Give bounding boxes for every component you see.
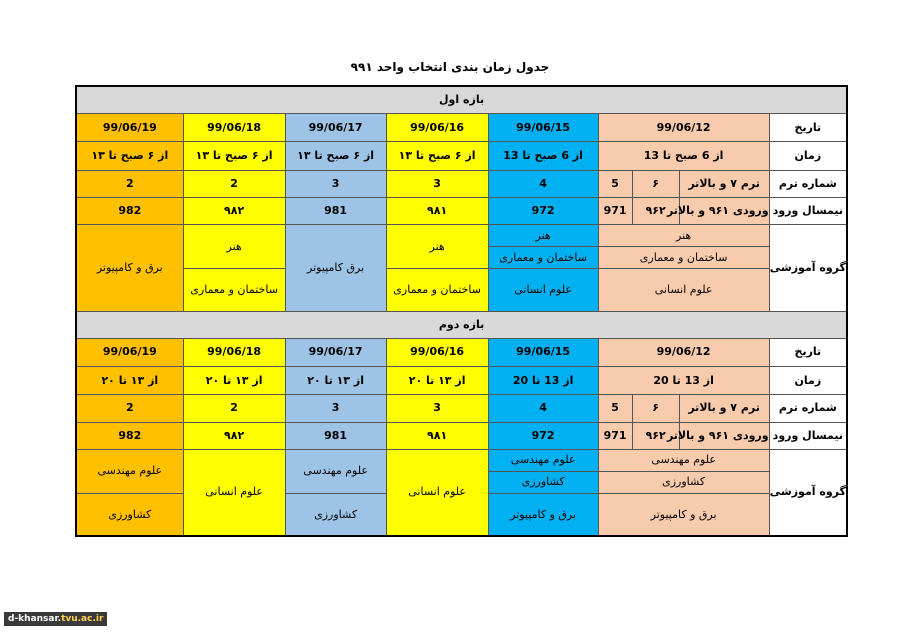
entry-cell: ۹۸۲ [183,197,285,224]
group-cell: علوم مهندسی [488,449,598,471]
row-label-time: زمان [769,142,847,170]
time-cell: از 13 تا 20 [488,367,598,395]
term-cell: 2 [76,170,183,197]
entry-cell: 972 [488,422,598,449]
row-label-date: تاریخ [769,114,847,142]
term-cell: ۶ [632,170,679,197]
watermark [4,612,107,626]
term-cell: 4 [488,170,598,197]
entry-cell: ۹۶۲ [632,422,679,449]
group-cell: علوم انسانی [488,269,598,311]
group-cell: کشاورزی [488,471,598,493]
time-cell: از ۶ صبح تا ۱۳ [386,142,488,170]
row-label-entry: نیمسال ورود [769,197,847,224]
time-row [76,142,847,170]
group-cell: علوم انسانی [183,449,285,536]
time-cell: از ۶ صبح تا ۱۳ [76,142,183,170]
term-cell: ترم ۷ و بالاتر [679,170,769,197]
date-row [76,338,847,366]
group-cell: ساختمان و معماری [386,269,488,311]
group-cell: ساختمان و معماری [488,247,598,269]
group-cell: ساختمان و معماری [183,269,285,311]
time-cell: از ۶ صبح تا ۱۳ [285,142,386,170]
group-cell: علوم مهندسی [76,449,183,493]
group-cell: هنر [488,225,598,247]
date-cell: 99/06/12 [598,114,769,142]
row-label-group: گروه آموزشی [769,225,847,312]
watermark-main: d-khansar. [8,614,62,624]
entry-cell: ۹۶۲ [632,197,679,224]
date-cell: 99/06/15 [488,114,598,142]
entry-row [76,197,847,224]
group-cell: کشاورزی [76,494,183,536]
time-cell: از 6 صبح تا 13 [598,142,769,170]
entry-cell: 971 [598,197,632,224]
group-row [76,269,847,311]
date-cell: 99/06/19 [76,338,183,366]
date-cell: 99/06/17 [285,338,386,366]
time-cell: از ۱۳ تا ۲۰ [183,367,285,395]
entry-cell: 972 [488,197,598,224]
row-label-term: شماره ترم [769,170,847,197]
date-cell: 99/06/12 [598,338,769,366]
watermark-tail: tvu.ac.ir [61,614,104,624]
group-cell: علوم مهندسی [285,449,386,493]
group-cell: هنر [386,225,488,269]
group-cell: برق و کامپیوتر [598,494,769,536]
group-cell: برق و کامپیوتر [488,494,598,536]
term-cell: 2 [183,395,285,422]
term-cell: 3 [386,170,488,197]
group-cell: کشاورزی [285,494,386,536]
group-cell: هنر [183,225,285,269]
row-label-term: شماره ترم [769,395,847,422]
term-cell: 3 [285,170,386,197]
term-cell: ۶ [632,395,679,422]
period-header-row [76,86,847,114]
term-cell: 2 [183,170,285,197]
group-row [76,449,847,471]
date-cell: 99/06/18 [183,114,285,142]
entry-cell: ۹۸۱ [386,197,488,224]
time-cell: از ۱۳ تا ۲۰ [285,367,386,395]
date-cell: 99/06/17 [285,114,386,142]
entry-cell: ورودی ۹۶۱ و بالاتر [679,422,769,449]
date-cell: 99/06/19 [76,114,183,142]
row-label-entry: نیمسال ورود [769,422,847,449]
group-cell: علوم مهندسی [598,449,769,471]
entry-cell: 971 [598,422,632,449]
time-cell: از ۱۳ تا ۲۰ [76,367,183,395]
schedule-table [75,85,848,537]
term-cell: ترم ۷ و بالاتر [679,395,769,422]
time-row [76,367,847,395]
entry-row [76,422,847,449]
entry-cell: 981 [285,422,386,449]
row-label-time: زمان [769,367,847,395]
page-title: جدول زمان بندی انتخاب واحد ۹۹۱ [350,60,550,74]
date-row [76,114,847,142]
group-cell: علوم انسانی [386,449,488,536]
date-cell: 99/06/18 [183,338,285,366]
date-cell: 99/06/15 [488,338,598,366]
entry-cell: ۹۸۱ [386,422,488,449]
time-cell: از ۶ صبح تا ۱۳ [183,142,285,170]
date-cell: 99/06/16 [386,114,488,142]
time-cell: از ۱۳ تا ۲۰ [386,367,488,395]
entry-cell: 981 [285,197,386,224]
term-row [76,395,847,422]
period-header: بازه اول [76,86,847,114]
period-header-row [76,311,847,338]
entry-cell: ورودی ۹۶۱ و بالاتر [679,197,769,224]
term-cell: 4 [488,395,598,422]
term-cell: 3 [386,395,488,422]
group-cell: هنر [598,225,769,247]
group-row [76,225,847,247]
entry-cell: 982 [76,422,183,449]
term-cell: 2 [76,395,183,422]
row-label-group: گروه آموزشی [769,449,847,536]
time-cell: از 6 صبح تا 13 [488,142,598,170]
time-cell: از 13 تا 20 [598,367,769,395]
entry-cell: 982 [76,197,183,224]
term-cell: 3 [285,395,386,422]
group-cell: کشاورزی [598,471,769,493]
term-row [76,170,847,197]
group-cell: علوم انسانی [598,269,769,311]
entry-cell: ۹۸۲ [183,422,285,449]
term-cell: 5 [598,170,632,197]
row-label-date: تاریخ [769,338,847,366]
group-cell: برق و کامپیوتر [76,225,183,312]
term-cell: 5 [598,395,632,422]
group-cell: برق کامپیوتر [285,225,386,312]
group-cell: ساختمان و معماری [598,247,769,269]
period-header: بازه دوم [76,311,847,338]
date-cell: 99/06/16 [386,338,488,366]
